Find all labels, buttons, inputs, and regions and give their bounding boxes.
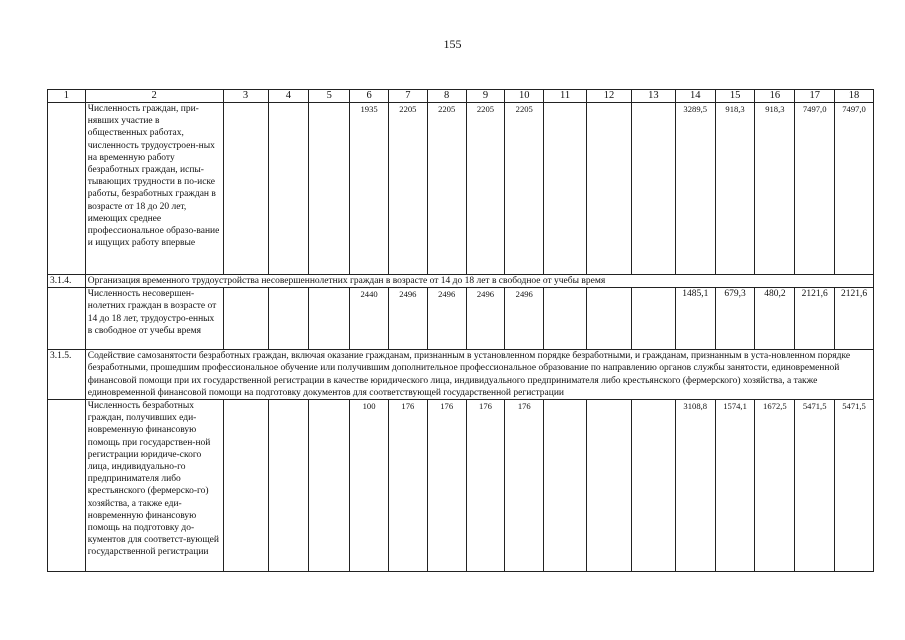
column-number: 4 [268,90,309,103]
value-cell [309,288,350,350]
value-cell: 2496 [466,288,505,350]
value-cell [631,103,675,275]
value-cell: 2496 [505,288,544,350]
column-number: 7 [388,90,427,103]
value-cell [587,288,632,350]
value-cell: 2205 [466,103,505,275]
value-cell: 7497,0 [835,103,874,275]
section-code: 3.1.5. [48,350,86,400]
value-cell: 2496 [427,288,466,350]
value-cell [268,400,309,572]
value-cell [223,288,268,350]
value-cell: 918,3 [715,103,755,275]
value-cell [223,103,268,275]
value-cell [587,103,632,275]
value-cell: 5471,5 [835,400,874,572]
value-cell: 679,3 [715,288,755,350]
column-number: 2 [85,90,223,103]
column-number: 12 [587,90,632,103]
table-row [48,288,874,350]
value-cell: 1672,5 [755,400,795,572]
section-row [48,275,874,288]
value-cell [631,400,675,572]
column-number: 17 [795,90,835,103]
value-cell: 2496 [388,288,427,350]
value-cell: 176 [466,400,505,572]
row-code [48,103,86,275]
column-number: 10 [505,90,544,103]
column-number: 11 [544,90,587,103]
column-number: 8 [427,90,466,103]
value-cell: 7497,0 [795,103,835,275]
column-number: 6 [350,90,389,103]
value-cell [544,288,587,350]
column-number: 15 [715,90,755,103]
value-cell: 176 [427,400,466,572]
section-code: 3.1.4. [48,275,86,288]
column-numbers-row [48,90,874,103]
value-cell: 2205 [427,103,466,275]
value-cell: 480,2 [755,288,795,350]
value-cell: 176 [388,400,427,572]
value-cell [309,103,350,275]
table-row [48,103,874,275]
column-number: 14 [675,90,715,103]
value-cell: 176 [505,400,544,572]
value-cell [268,288,309,350]
value-cell: 2440 [350,288,389,350]
value-cell [223,400,268,572]
page-number: 155 [443,37,462,51]
value-cell: 918,3 [755,103,795,275]
value-cell: 2205 [388,103,427,275]
value-cell: 5471,5 [795,400,835,572]
column-number: 1 [48,90,86,103]
indicator-description: Численность граждан, при-нявших участие в общественных работах, численность трудоустроен-ных на временную работу безработных граждан, испы-тывающих трудности в по-иске работы, безработных граждан в возрасте от 18 до 20 лет, имеющих среднее профессиональное образо-вание и ищущих работу впервые [85,103,223,275]
value-cell: 1935 [350,103,389,275]
value-cell: 1574,1 [715,400,755,572]
value-cell: 3108,8 [675,400,715,572]
value-cell [268,103,309,275]
table-row [48,400,874,572]
column-number: 18 [835,90,874,103]
row-code [48,288,86,350]
column-number: 13 [631,90,675,103]
value-cell [309,400,350,572]
value-cell [631,288,675,350]
column-number: 3 [223,90,268,103]
section-row [48,350,874,400]
column-number: 5 [309,90,350,103]
section-title: Содействие самозанятости безработных граждан, включая оказание гражданам, признанным в установленном порядке безработными, и гражданам, признанным в уста-новленном порядке безработными, прошедшим профессиональное обучение или получившим дополнительное профессиональное образование по направлению органов службы занятости, единовременной финансовой помощи при их государственной регистрации в качестве юридического лица, индивидуального предпринимателя либо крестьянского (фермерского) хозяйства, а также единовременной финансовой помощи на подготовку документов для соответствующей государственной регистрации [85,350,873,400]
value-cell: 2205 [505,103,544,275]
value-cell: 100 [350,400,389,572]
value-cell: 2121,6 [835,288,874,350]
value-cell [544,400,587,572]
row-code [48,400,86,572]
program-indicators-table [47,89,874,572]
indicator-description: Численность несовершен-нолетних граждан в возрасте от 14 до 18 лет, трудоустро-енных в свободное от учебы время [85,288,223,350]
value-cell: 1485,1 [675,288,715,350]
column-number: 9 [466,90,505,103]
indicator-description: Численность безработных граждан, получивших еди-новременную финансовую помощь при государствен-ной регистрации юридиче-ского лица, индивидуально-го предпринимателя либо крестьянского (фермерско-го) хозяйства, а также еди-новременную финансовую помощь на подготовку до-кументов для соответст-вующей государственной регистрации [85,400,223,572]
value-cell [544,103,587,275]
value-cell [587,400,632,572]
column-number: 16 [755,90,795,103]
section-title: Организация временного трудоустройства несовершеннолетних граждан в возрасте от 14 до 18 лет в свободное от учебы время [85,275,873,288]
value-cell: 2121,6 [795,288,835,350]
value-cell: 3289,5 [675,103,715,275]
